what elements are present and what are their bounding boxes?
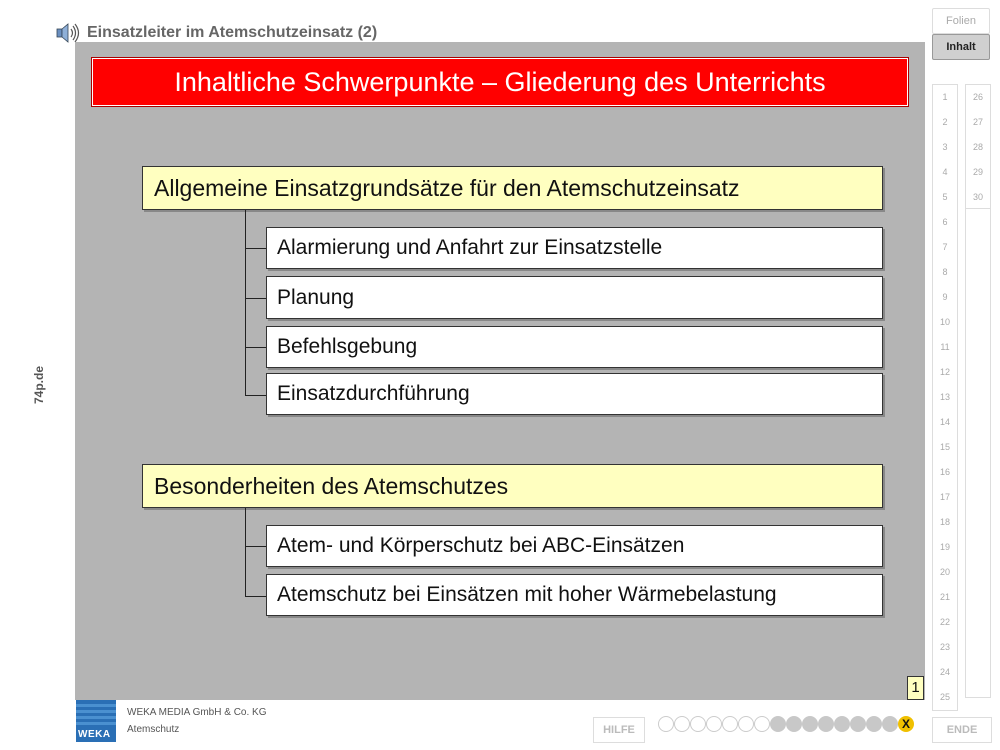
list-item: Befehlsgebung <box>266 326 883 368</box>
progress-dot-filled <box>882 716 898 732</box>
slide-link-23[interactable]: 23 <box>933 635 957 660</box>
slide-link-25[interactable]: 25 <box>933 685 957 710</box>
end-button[interactable]: ENDE <box>932 717 992 743</box>
company-name: WEKA MEDIA GmbH & Co. KG <box>127 707 267 718</box>
slide-link-1[interactable]: 1 <box>933 85 957 110</box>
progress-dot-empty <box>706 716 722 732</box>
tree-connector <box>245 508 246 596</box>
slide-link-9[interactable]: 9 <box>933 285 957 310</box>
slide-link-10[interactable]: 10 <box>933 310 957 335</box>
slide-link-8[interactable]: 8 <box>933 260 957 285</box>
slide-list-right <box>965 84 991 211</box>
group-box-general: Allgemeine Einsatzgrundsätze für den Atemschutzeinsatz <box>142 166 883 210</box>
slide-link-14[interactable]: 14 <box>933 410 957 435</box>
help-button[interactable]: HILFE <box>593 717 645 743</box>
slide-area <box>75 42 925 700</box>
tree-branch <box>245 347 266 348</box>
slide-link-28[interactable]: 28 <box>966 135 990 160</box>
slide-link-4[interactable]: 4 <box>933 160 957 185</box>
progress-dot-filled <box>818 716 834 732</box>
page-number: 1 <box>907 676 924 700</box>
group-box-special: Besonderheiten des Atemschutzes <box>142 464 883 508</box>
slide-link-15[interactable]: 15 <box>933 435 957 460</box>
progress-dot-empty <box>754 716 770 732</box>
tree-branch <box>245 248 266 249</box>
tree-branch <box>245 395 266 396</box>
slide-link-20[interactable]: 20 <box>933 560 957 585</box>
side-watermark: 74p.de <box>32 366 46 405</box>
slide-link-19[interactable]: 19 <box>933 535 957 560</box>
slide-link-5[interactable]: 5 <box>933 185 957 210</box>
product-name: Atemschutz <box>127 724 180 735</box>
slide-link-30[interactable]: 30 <box>966 185 990 210</box>
tree-branch <box>245 546 266 547</box>
progress-dot-filled <box>802 716 818 732</box>
slide-link-21[interactable]: 21 <box>933 585 957 610</box>
slide-link-27[interactable]: 27 <box>966 110 990 135</box>
slide-link-24[interactable]: 24 <box>933 660 957 685</box>
list-item: Atem- und Körperschutz bei ABC-Einsätzen <box>266 525 883 567</box>
inhalt-button[interactable]: Inhalt <box>932 34 990 60</box>
tree-connector <box>245 210 246 395</box>
progress-dot-empty <box>690 716 706 732</box>
weka-logo: WEKA <box>76 700 116 742</box>
tree-branch <box>245 298 266 299</box>
slide-heading: Inhaltliche Schwerpunkte – Gliederung des Unterrichts <box>92 58 908 106</box>
progress-dot-empty <box>658 716 674 732</box>
slide-link-13[interactable]: 13 <box>933 385 957 410</box>
list-item: Planung <box>266 276 883 319</box>
slide-link-26[interactable]: 26 <box>966 85 990 110</box>
slide-link-17[interactable]: 17 <box>933 485 957 510</box>
progress-dot-filled <box>786 716 802 732</box>
presentation-title: Einsatzleiter im Atemschutzeinsatz (2) <box>87 24 378 41</box>
slide-link-11[interactable]: 11 <box>933 335 957 360</box>
list-item: Atemschutz bei Einsätzen mit hoher Wärmebelastung <box>266 574 883 616</box>
tree-branch <box>245 596 266 597</box>
progress-indicator <box>658 716 914 732</box>
progress-dot-empty <box>722 716 738 732</box>
slide-link-29[interactable]: 29 <box>966 160 990 185</box>
slide-link-12[interactable]: 12 <box>933 360 957 385</box>
slide-link-18[interactable]: 18 <box>933 510 957 535</box>
progress-dot-filled <box>770 716 786 732</box>
folien-button[interactable]: Folien <box>932 8 990 34</box>
slide-link-2[interactable]: 2 <box>933 110 957 135</box>
progress-dot-filled <box>850 716 866 732</box>
slide-list-left <box>932 84 958 711</box>
slide-link-22[interactable]: 22 <box>933 610 957 635</box>
list-item: Einsatzdurchführung <box>266 373 883 415</box>
progress-dot-filled <box>834 716 850 732</box>
scrollbar[interactable] <box>965 208 991 698</box>
slide-link-7[interactable]: 7 <box>933 235 957 260</box>
list-item: Alarmierung und Anfahrt zur Einsatzstelle <box>266 227 883 269</box>
slide-link-16[interactable]: 16 <box>933 460 957 485</box>
progress-dot-empty <box>738 716 754 732</box>
progress-dot-filled <box>866 716 882 732</box>
close-icon[interactable]: X <box>898 716 914 732</box>
slide-link-3[interactable]: 3 <box>933 135 957 160</box>
progress-dot-empty <box>674 716 690 732</box>
slide-link-6[interactable]: 6 <box>933 210 957 235</box>
